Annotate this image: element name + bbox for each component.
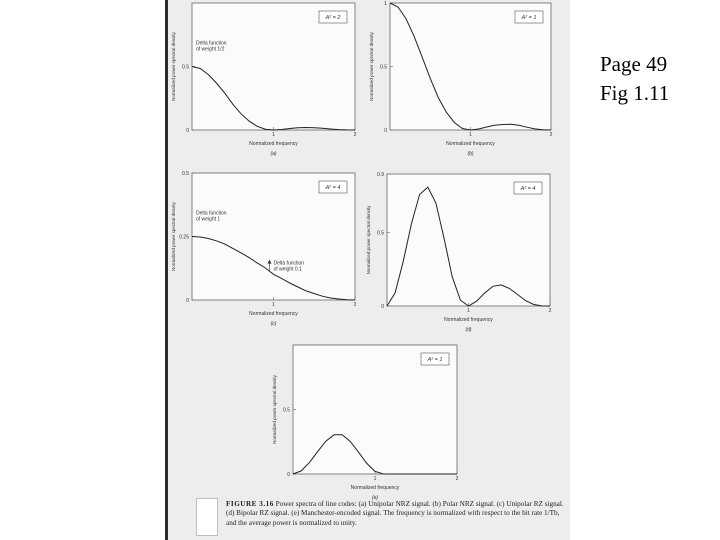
panel-label: (b) [467,151,474,157]
figure-caption-text: Power spectra of line codes: (a) Unipolar NRZ signal. (b) Polar NRZ signal. (c) Unipolar RZ signal. (d) Bipolar RZ signal. (e) Manchester-encoded signal. The frequency is normalized with respect to the bit rate 1/Tb, and the average power is normalized to unity. [226,500,564,527]
x-axis-label: Normalized frequency [446,141,495,147]
x-axis-label: Normalized frequency [444,317,493,323]
annotation-text: Delta function [273,260,305,267]
y-tick-label: 0 [381,304,384,310]
y-tick-label: 0 [186,128,189,134]
x-tick-label: 1 [467,308,470,314]
annotation-text: of weight 1/2 [196,46,225,53]
y-tick-label: 0 [287,472,290,478]
panel-label: (e) [371,495,379,501]
panel-label: (c) [270,321,277,327]
y-tick-label: 0.25 [179,234,189,241]
x-tick-label: 2 [549,132,553,138]
y-tick-label: 0 [384,128,387,134]
chart-panel-d [366,172,552,333]
page-label: Page 49 [600,52,668,76]
slide-caption [600,50,669,108]
legend-label: A² = 1 [521,15,537,21]
y-tick-label: 0.5 [377,230,384,237]
x-tick-label: 2 [353,132,357,138]
y-axis-label: Normalized power spectral density [369,32,374,101]
legend-label: A² = 1 [427,357,443,363]
figure-reference: Fig 1.11 [600,81,670,105]
x-tick-label: 2 [455,476,459,482]
annotation-text: of weight 1 [196,216,221,223]
figure-caption-label: FIGURE 3.16 [226,500,274,508]
panel-label: (d) [465,327,472,333]
x-tick-label: 2 [353,302,357,308]
y-axis-label: Normalized power spectral density [272,375,277,444]
y-tick-label: 0.5 [182,171,189,177]
y-tick-label: 1 [384,1,387,7]
y-tick-label: 0 [186,298,189,304]
legend-label: A² = 4 [520,186,536,192]
chart-panel-e [272,345,459,501]
legend-label: A² = 4 [325,185,341,191]
x-tick-label: 1 [469,132,472,138]
annotation-text: of weight 0.1 [273,266,302,273]
x-tick-label: 2 [548,308,552,314]
chart-panel-a [171,3,357,157]
x-tick-label: 1 [272,132,275,138]
chart-panel-b [369,1,553,157]
x-axis-label: Normalized frequency [249,311,298,317]
x-axis-label: Normalized frequency [350,485,400,491]
figure-caption [226,500,564,528]
y-axis-label: Normalized power spectral density [366,205,371,275]
x-axis-label: Normalized frequency [249,141,298,147]
chart-panel-c [171,171,357,327]
panel-label: (a) [270,151,277,157]
x-tick-label: 1 [272,302,275,308]
legend-label: A² = 2 [325,15,341,21]
y-axis-label: Normalized power spectral density [171,202,176,271]
y-tick-label: 0.5 [182,64,189,71]
annotation-text: Delta function [196,40,227,47]
blank-box [196,498,218,536]
y-axis-label: Normalized power spectral density [171,32,176,101]
y-tick-label: 0.5 [380,64,387,71]
x-tick-label: 1 [373,476,377,482]
y-tick-label: 0.5 [283,407,290,414]
y-tick-label: 0.9 [377,172,384,178]
annotation-text: Delta function [196,210,227,217]
